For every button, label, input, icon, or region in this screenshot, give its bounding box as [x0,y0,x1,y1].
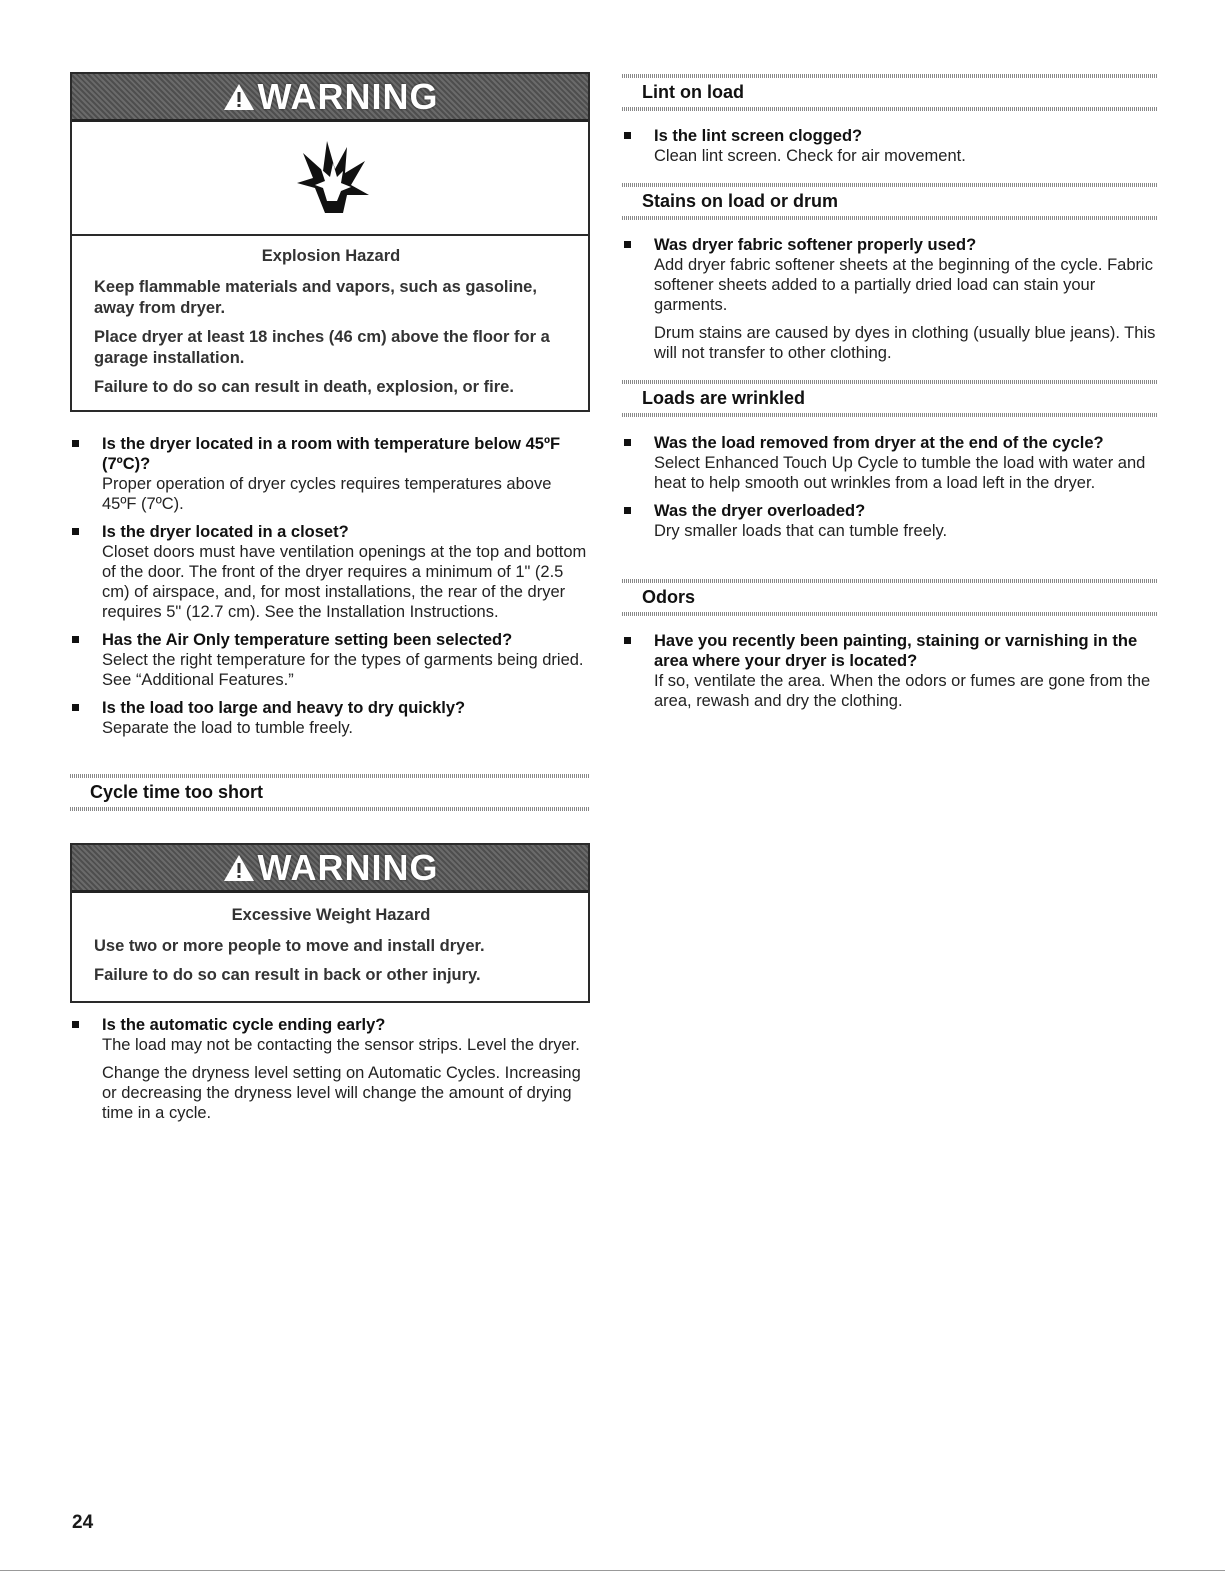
answer-extra: Change the dryness level setting on Automatic Cycles. Increasing or decreasing the dryness level will change the amount of drying time in a cycle. [102,1064,581,1122]
question: Was the dryer overloaded? [654,502,866,520]
bullet-icon [624,241,631,248]
dotted-rule [622,413,1157,417]
answer: Dry smaller loads that can tumble freely. [654,522,948,540]
list-item [70,522,590,622]
answer: Select the right temperature for the types of garments being dried. See “Additional Features.” [102,651,584,689]
bottom-rule [0,1570,1225,1571]
section-heading-stains [622,183,1157,220]
question: Is the dryer located in a closet? [102,523,349,541]
section-heading-odors [622,579,1157,616]
warning-line: Failure to do so can result in back or other injury. [94,966,481,984]
list-item [622,126,1157,166]
section-title: Stains on load or drum [642,191,839,211]
weight-warning-box [70,843,590,1003]
section-heading-cycle-time [70,774,590,811]
bullet-icon [624,507,631,514]
explosion-symbol-area [72,122,588,236]
question: Is the lint screen clogged? [654,127,863,145]
list-item [622,235,1157,363]
troubleshooting-list [70,434,590,746]
explosion-warning-box [70,72,590,412]
list-item [70,698,590,738]
bullet-icon [72,440,79,447]
list-item [70,630,590,690]
warning-title: WARNING [257,75,439,117]
troubleshooting-list [622,433,1157,549]
section-title: Loads are wrinkled [642,388,806,408]
hazard-title: Explosion Hazard [261,247,401,265]
warning-line: Use two or more people to move and install dryer. [94,937,485,955]
troubleshooting-list [70,1015,590,1131]
dotted-rule [622,216,1157,220]
question: Was the load removed from dryer at the end of the cycle? [654,434,1104,452]
answer: The load may not be contacting the sensor strips. Level the dryer. [102,1036,580,1054]
section-title: Cycle time too short [90,782,264,802]
bullet-icon [72,1021,79,1028]
warning-triangle-icon [222,82,256,112]
warning-line: Place dryer at least 18 inches (46 cm) above the floor for a garage installation. [94,328,550,367]
warning-header [72,74,588,122]
warning-triangle-icon [222,853,256,883]
list-item [622,501,1157,541]
section-title: Lint on load [642,82,744,102]
section-heading-wrinkled [622,380,1157,417]
troubleshooting-list [622,126,1157,174]
explosion-icon [285,133,375,223]
section-title: Odors [642,587,696,607]
question: Is the load too large and heavy to dry quickly? [102,699,466,717]
page-number: 24 [72,1512,94,1533]
hazard-title: Excessive Weight Hazard [231,906,431,924]
warning-title: WARNING [257,846,439,888]
list-item [622,631,1157,711]
list-item [70,434,590,514]
question: Have you recently been painting, staining or varnishing in the area where your dryer is located? [654,632,1138,670]
answer: Proper operation of dryer cycles requires temperatures above 45ºF (7ºC). [102,475,552,513]
question: Has the Air Only temperature setting been selected? [102,631,513,649]
question: Is the dryer located in a room with temperature below 45ºF (7ºC)? [102,435,561,473]
list-item [70,1015,590,1123]
dotted-rule [622,612,1157,616]
answer: If so, ventilate the area. When the odors or fumes are gone from the area, rewash and dry the clothing. [654,672,1151,710]
bullet-icon [72,636,79,643]
dotted-rule [70,807,590,811]
bullet-icon [72,704,79,711]
bullet-icon [624,439,631,446]
bullet-icon [624,637,631,644]
question: Is the automatic cycle ending early? [102,1016,386,1034]
answer: Separate the load to tumble freely. [102,719,354,737]
troubleshooting-list [622,631,1157,719]
answer: Clean lint screen. Check for air movement. [654,147,966,165]
dotted-rule [622,107,1157,111]
list-item [622,433,1157,493]
warning-header [72,845,588,893]
warning-line: Keep flammable materials and vapors, such as gasoline, away from dryer. [94,278,537,317]
answer-extra: Drum stains are caused by dyes in clothing (usually blue jeans). This will not transfer to other clothing. [654,324,1156,362]
section-heading-lint [622,74,1157,111]
answer: Add dryer fabric softener sheets at the beginning of the cycle. Fabric softener sheets added to a partially dried load can stain your garments. [654,256,1153,314]
troubleshooting-list [622,235,1157,371]
answer: Closet doors must have ventilation openings at the top and bottom of the door. The front of the dryer requires a minimum of 1" (2.5 cm) of airspace, and, for most installations, the rear of the dryer requires 5" (12.7 cm). See the Installation Instructions. [102,543,587,621]
question: Was dryer fabric softener properly used? [654,236,977,254]
warning-line: Failure to do so can result in death, explosion, or fire. [94,378,514,396]
answer: Select Enhanced Touch Up Cycle to tumble the load with water and heat to help smooth out wrinkles from a load left in the dryer. [654,454,1146,492]
bullet-icon [72,528,79,535]
bullet-icon [624,132,631,139]
